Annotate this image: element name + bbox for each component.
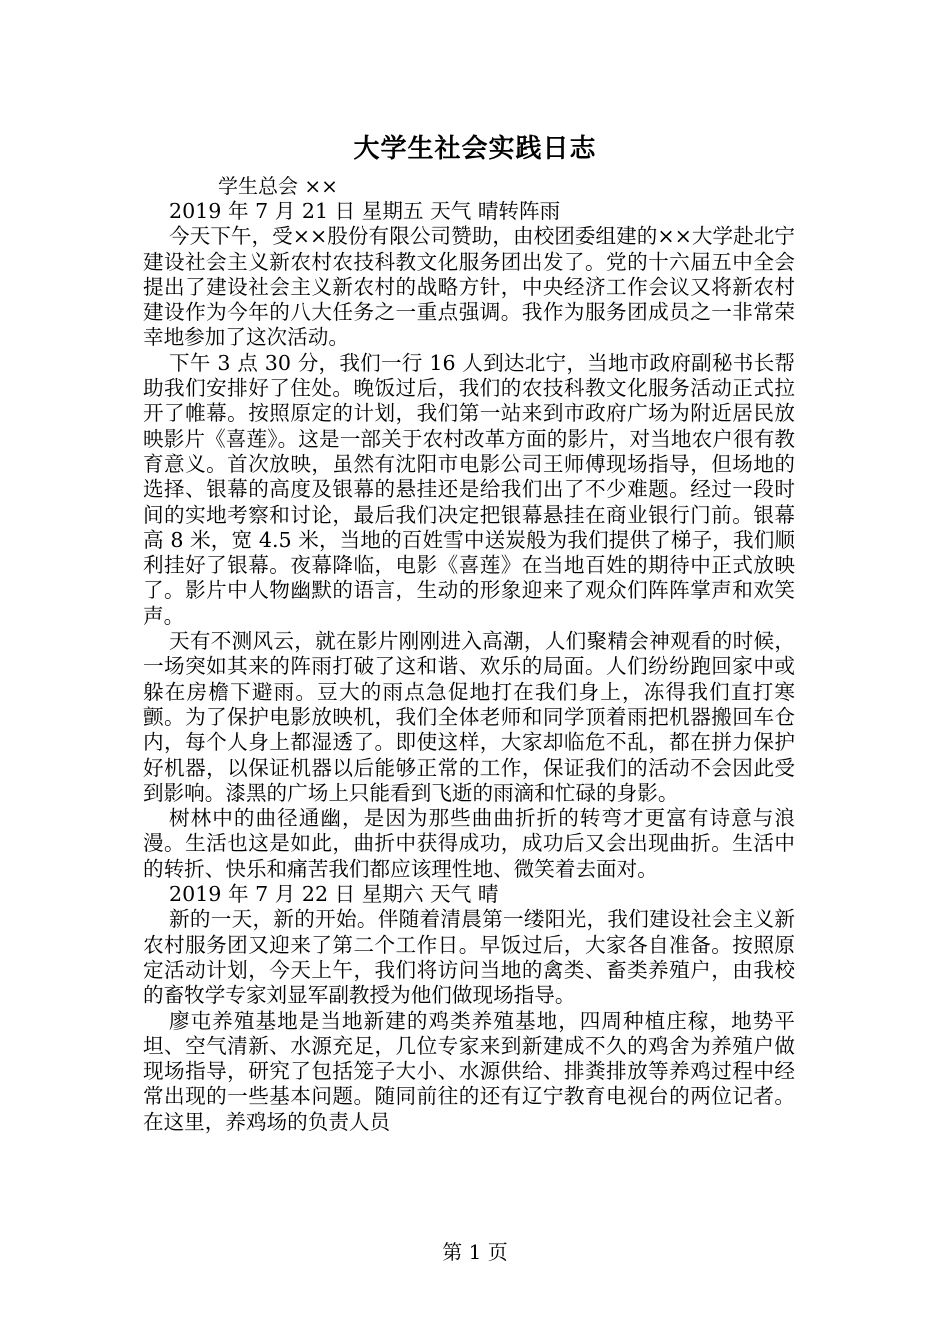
diary-date-line: 2019 年 7 月 21 日 星期五 天气 晴转阵雨 xyxy=(169,199,561,223)
paragraph: 新的一天，新的开始。伴随着清晨第一缕阳光，我们建设社会主义新农村服务团又迎来了第二个工作日。早饭过后，大家各自准备。按照原定活动计划，今天上午，我们将访问当地的禽类、畜类养殖户，由我校的畜牧学专家刘显军副教授为他们做现场指导。 xyxy=(143,907,795,1008)
page-number: 第 1 页 xyxy=(442,1240,508,1264)
paragraph: 廖屯养殖基地是当地新建的鸡类养殖基地，四周种植庄稼，地势平坦、空气清新、水源充足，几位专家来到新建成不久的鸡舍为养殖户做现场指导，研究了包括笼子大小、水源供给、排粪排放等养鸡过程中经常出现的一些基本问题。随同前往的还有辽宁教育电视台的两位记者。在这里，养鸡场的负责人员 xyxy=(143,1008,795,1134)
paragraph: 下午 3 点 30 分，我们一行 16 人到达北宁，当地市政府副秘书长帮助我们安排好了住处。晚饭过后，我们的农技科教文化服务活动正式拉开了帷幕。按照原定的计划，我们第一站来到市政府广场为附近居民放映影片《喜莲》。这是一部关于农村改革方面的影片，对当地农户很有教育意义。首次放映，虽然有沈阳市电影公司王师傅现场指导，但场地的选择、银幕的高度及银幕的悬挂还是给我们出了不少难题。经过一段时间的实地考察和讨论，最后我们决定把银幕悬挂在商业银行门前。银幕高 8 米，宽 4.5 米，当地的百姓雪中送炭般为我们提供了梯子，我们顺利挂好了银幕。夜幕降临，电影《喜莲》在当地百姓的期待中正式放映了。影片中人物幽默的语言，生动的形象迎来了观众们阵阵掌声和欢笑声。 xyxy=(143,350,795,628)
diary-date-line: 2019 年 7 月 22 日 星期六 天气 晴 xyxy=(169,882,499,907)
paragraph: 树林中的曲径通幽，是因为那些曲曲折折的转弯才更富有诗意与浪漫。生活也这是如此，曲折中获得成功，成功后又会出现曲折。生活中的转折、快乐和痛苦我们都应该理性地、微笑着去面对。 xyxy=(143,806,795,881)
paragraph: 天有不测风云，就在影片刚刚进入高潮，人们聚精会神观看的时候，一场突如其来的阵雨打破了这和谐、欢乐的局面。人们纷纷跑回家中或躲在房檐下避雨。豆大的雨点急促地打在我们身上，冻得我们直打寒颤。为了保护电影放映机，我们全体老师和同学顶着雨把机器搬回车仓内，每个人身上都湿透了。即使这样，大家却临危不乱，都在拼力保护好机器，以保证机器以后能够正常的工作，保证我们的活动不会因此受到影响。漆黑的广场上只能看到飞逝的雨滴和忙碌的身影。 xyxy=(143,629,795,805)
document-title: 大学生社会实践日志 xyxy=(353,134,597,164)
paragraph: 今天下午，受××股份有限公司赞助，由校团委组建的××大学赴北宁建设社会主义新农村农技科教文化服务团出发了。党的十六届五中全会提出了建设社会主义新农村的战略方针，中央经济工作会议又将新农村建设作为今年的八大任务之一重点强调。我作为服务团成员之一非常荣幸地参加了这次活动。 xyxy=(143,224,795,350)
author-line: 学生总会 ×× xyxy=(218,174,338,198)
document-body xyxy=(143,199,795,1135)
